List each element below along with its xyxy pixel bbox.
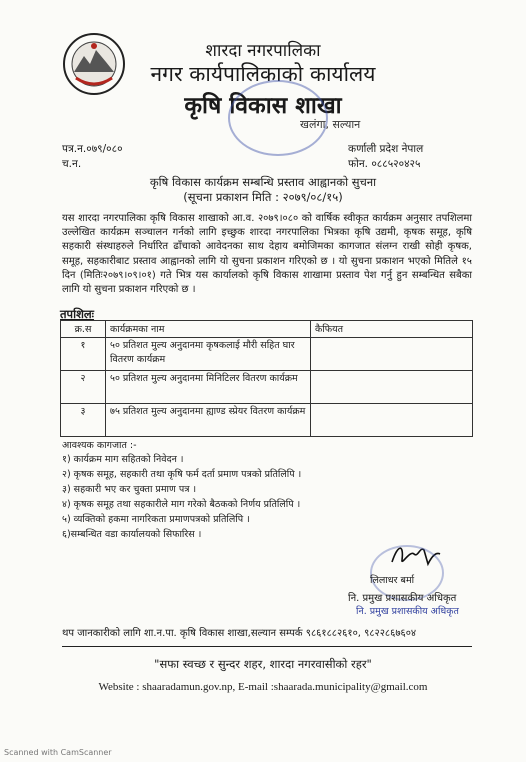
row-sn: ३: [61, 404, 106, 437]
province: कर्णाली प्रदेश नेपाल: [348, 143, 424, 155]
table-row: [61, 371, 473, 404]
list-item: ६)सम्बन्धित वडा कार्यालयको सिफारिस ।: [62, 529, 202, 540]
header-sn: क्र.स: [61, 321, 106, 338]
row-sn: १: [61, 338, 106, 371]
list-item: १) कार्यक्रम माग सहितको निवेदन ।: [62, 454, 184, 465]
header-program: कार्यक्रमका नाम: [106, 321, 311, 338]
contact-info: थप जानकारीको लागि शा.न.पा. कृषि विकास शाखा,सल्यान सम्पर्क ९८६१८८२६१०, ९८२२८६७६०४: [62, 628, 417, 639]
municipality-name: शारदा नगरपालिका: [205, 41, 321, 61]
publish-date: (सूचना प्रकाशन मिति : २०७९/०८/१५): [183, 190, 343, 204]
notice-subject: कृषि विकास कार्यक्रम सम्बन्धि प्रस्ताव आह्वानको सुचना: [149, 175, 377, 189]
phone: फोन. ०८८५२०४२५: [348, 158, 421, 170]
notice-body: यस शारदा नगरपालिका कृषि विकास शाखाको आ.व. २०७९।०८० को वार्षिक स्वीकृत कार्यक्रम अनुसार तपशिलमा उल्लेखित कार्यक्रम सञ्चालन गर्नको लागि इच्छुक शारदा नगरपालिका भित्रका कृषि उद्यमी, कृषक समूह, कृषि सहकारी संस्थाहरुले निर्धारित ढाँचाको आवेदनका साथ देहाय बमोजिमका कागजात संलग्न राखी सोही कृषक, समूह, सहकारीबाट प्रस्ताव आह्वानको लागि यो सुचना प्रकाशन गरिएको छ । यो सुचना प्रकाशन भएको मितिले १५ दिन (मितिः२०७९।०९।०१) गते भित्र यस कार्यालको कृषि विकास शाखामा प्रस्ताव पेश गर्नु हुन सम्बन्धित सबैका लागि यो सुचना प्रकाशन गरिएको छ ।: [62, 213, 472, 296]
dispatch-number: च.न.: [62, 158, 82, 170]
signatory-name: लिलाधर बर्मा: [370, 575, 415, 586]
row-remarks: [311, 404, 473, 437]
signatory-stamp: नि. प्रमुख प्रशासकीय अधिकृत: [356, 606, 459, 617]
program-table: [60, 320, 473, 437]
list-item: ४) कृषक समूह तथा सहकारीले माग गरेको बैठकको निर्णय प्रतिलिपि ।: [62, 499, 301, 510]
row-sn: २: [61, 371, 106, 404]
signatory-title: नि. प्रमुख प्रशासकीय अधिकृत: [348, 593, 457, 604]
row-remarks: [311, 338, 473, 371]
row-program: ५० प्रतिशत मुल्य अनुदानमा मिनिटिलर वितरण कार्यक्रम: [106, 371, 311, 404]
row-program: ५० प्रतिशत मुल्य अनुदानमा कृषकलाई मौरी सहित घार वितरण कार्यक्रम: [106, 338, 311, 371]
header-remarks: कैफियत: [311, 321, 473, 338]
scanner-watermark: Scanned with CamScanner: [4, 748, 112, 757]
office-name: नगर कार्यपालिकाको कार्यालय: [150, 62, 376, 86]
row-remarks: [311, 371, 473, 404]
footer-divider: [62, 646, 472, 647]
website-email: Website : shaaradamun.gov.np, E-mail :shaarada.municipality@gmail.com: [98, 681, 428, 693]
letter-number: पत्र.न.०७९/०८०: [62, 143, 123, 155]
details-heading: तपशिलः: [60, 307, 95, 321]
table-row: [61, 338, 473, 371]
row-program: ७५ प्रतिशत मुल्य अनुदानमा ह्याण्ड स्प्रेयर वितरण कार्यक्रम: [106, 404, 311, 437]
section-name: कृषि विकास शाखा: [184, 93, 342, 119]
office-location: खलंगा, सल्यान: [300, 118, 361, 131]
list-item: ३) सहकारी भए कर चुक्ता प्रमाण पत्र ।: [62, 484, 197, 495]
required-documents-heading: आवश्यक कागजात :-: [62, 440, 137, 451]
list-item: ५) व्यक्तिको हकमा नागरिकता प्रमाणपत्रको प्रतिलिपि ।: [62, 514, 250, 525]
slogan: "सफा स्वच्छ र सुन्दर शहर, शारदा नगरवासीको रहर": [154, 657, 372, 671]
table-row: [61, 404, 473, 437]
list-item: २) कृषक समूह, सहकारी तथा कृषि फर्म दर्ता प्रमाण पत्रको प्रतिलिपि ।: [62, 469, 302, 480]
